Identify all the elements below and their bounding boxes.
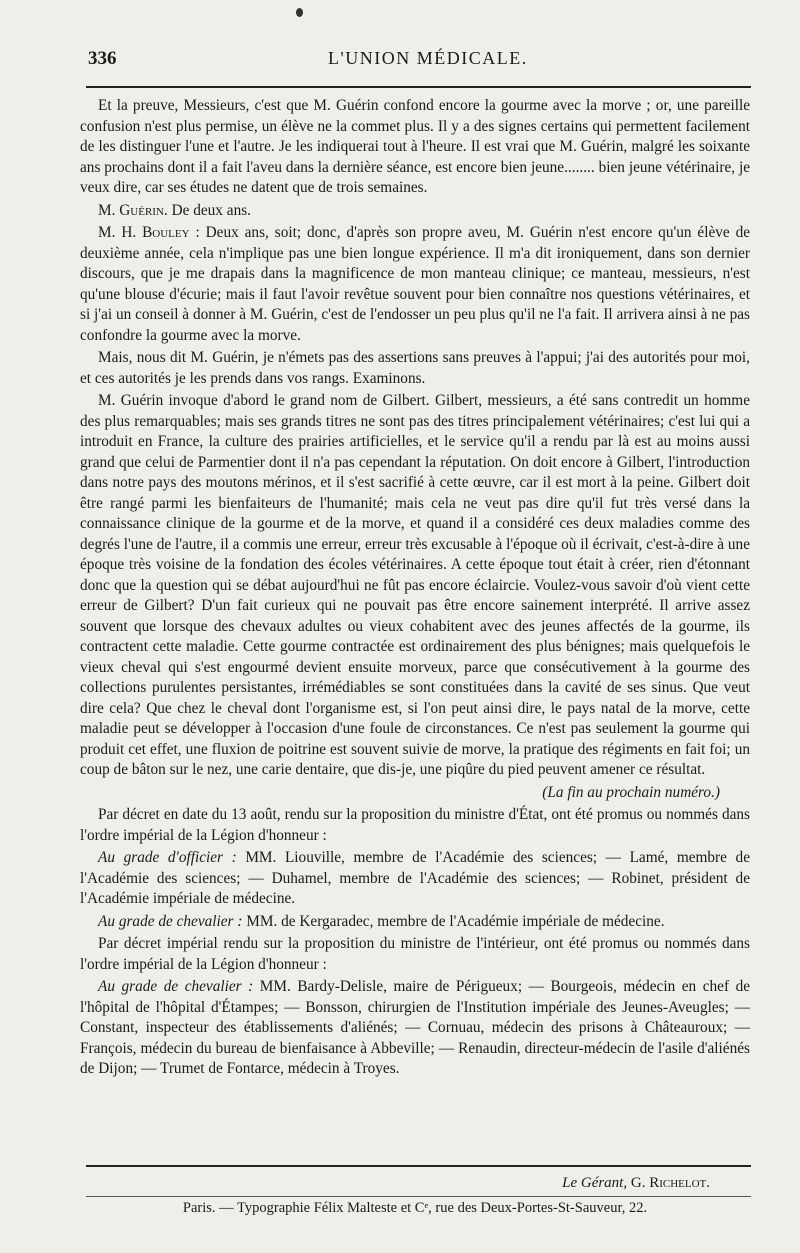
promotion-list: MM. de Kergaradec, membre de l'Académie impériale de médecine. (246, 912, 665, 930)
running-title: L'UNION MÉDICALE. (328, 48, 528, 68)
grade-label: Au grade d'officier : (98, 849, 237, 866)
article-body (80, 96, 750, 1082)
decree-paragraph: Par décret impérial rendu sur la proposition du ministre de l'intérieur, ont été promus ou nommés dans l'ordre impérial de la Légion d'honneur : (80, 935, 750, 973)
header-rule (86, 86, 751, 88)
page-number: 336 (88, 48, 117, 69)
signature (80, 1175, 750, 1192)
continuation-note: (La fin au prochain numéro.) (542, 783, 720, 801)
paragraph-guerin (80, 201, 750, 222)
speaker-name: M. H. Bouley (98, 224, 190, 241)
ink-mark (296, 8, 303, 17)
promotion-chevalier (80, 912, 750, 933)
signature-name: G. Richelot. (630, 1175, 710, 1191)
promotion-list: MM. Bardy-Delisle, maire de Périgueux; — Bourgeois, médecin en chef de l'hôpital de l'hôpital d'Étampes; — Bonsson, chirurgien de l'Institution impériale des Jeunes-Aveugles; — Constant, inspecteur des établissements d'aliénés; — Cornuau, médecin des prisons à Châteauroux; — François, médecin du bureau de bienfaisance à Abbeville; — Renaudin, directeur-médecin de l'asile d'aliénés de Dijon; — Trumet de Fontarce, médecin à Troyes. (80, 978, 751, 1077)
speaker-text: : Deux ans, soit; donc, d'après son propre aveu, M. Guérin n'est encore qu'un élève de deuxième année, cela n'implique pas une bien longue expérience. Il m'a dit ironiquement, dans son dernier discours, que je me drapais dans la magnificence de mon manteau clinique; ce manteau, messieurs, n'est qu'une blouse d'écurie; mais il faut l'avoir revêtue souvent pour bien connaître nos questions vétérinaires, et si j'ai un conseil à donner à M. Guérin, c'est de l'endosser un peu plus qu'il ne l'a fait. Il arrivera ainsi à ne pas confondre la gourme avec la morve. (80, 224, 751, 344)
paragraph: Mais, nous dit M. Guérin, je n'émets pas des assertions sans preuves à l'appui; j'ai des autorités pour moi, et ces autorités je les prends dans vos rangs. Examinons. (80, 349, 750, 387)
promotion-chevalier (80, 977, 750, 1080)
promotion-list: MM. Liouville, membre de l'Académie des sciences; — Lamé, membre de l'Académie des sciences; — Duhamel, membre de l'Académie des sciences; — Robinet, président de l'Académie impériale de médecine. (80, 849, 750, 907)
grade-label: Au grade de chevalier : (98, 912, 243, 930)
paragraph: M. Guérin invoque d'abord le grand nom de Gilbert. Gilbert, messieurs, a été sans contredit un homme des plus remarquables; mais ses grands titres ne sont pas des titres principalement vétérinaires; c'est lui qui a introduit en France, la culture des prairies artificielles, et le service qu'il a rendu par là est au moins aussi grand que celui de Parmentier dont il n'a pas cependant la réputation. On doit encore à Gilbert, l'introduction dans notre pays des moutons mérinos, et il s'est sacrifié à cette œuvre, car il est mort à la peine. Gilbert doit être rangé parmi les bienfaiteurs de l'humanité; mais cela ne veut pas dire qu'il fut très versé dans la connaissance clinique de la gourme et de la morve, et quand il a considéré ces deux maladies comme des degrés l'une de l'autre, il a commis une erreur, erreur très excusable à l'époque où il écrivait, c'est-à-dire à une époque très voisine de la fondation des écoles vétérinaires. A cette époque tout était à créer, rien d'étonnant donc que la question qui se débat aujourd'hui ne fût pas encore éclaircie. Voulez-vous savoir d'où vient cette erreur de Gilbert? D'un fait curieux qui ne pouvait pas être encore sainement interprété. Il arrive assez souvent que lorsque des chevaux adultes ou vieux cohabitent avec des jeunes affectés de la gourme, ils contractent cette maladie. Cette gourme contractée est ordinairement des plus bénignes; mais quelquefois le vieux cheval qui s'est engourmé devient ensuite morveux, parce que consécutivement à la gourme des collections purulentes persistantes, irrémédiables se sont constituées dans la cavité de ses sinus. Que veut dire cela? Que chez le cheval dont l'organisme est, si l'on peut ainsi dire, le pays natal de la morve, cette maladie peut se développer à l'occasion d'une foule de circonstances. Ce n'est pas seulement la gourme qui produit cet effet, une fluxion de poitrine est souvent suivie de morve, la pratique des régiments en fait foi; un coup de bâton sur le nez, une carie dentaire, que dis-je, une piqûre du pied peuvent amener ce résultat. (80, 392, 750, 778)
paragraph: Et la preuve, Messieurs, c'est que M. Guérin confond encore la gourme avec la morve ; or, une pareille confusion n'est plus permise, un élève ne la commet plus. Il y a des signes certains qui permettent facilement de les distinguer l'une et l'autre. Je les indiquerai tout à l'heure. Il est vrai que M. Guérin, malgré les soixante ans prochains dont il a fait l'aveu dans la dernière séance, est encore bien jeune........ bien jeune vétérinaire, je veux dire, car ses études ne datent que de trois semaines. (80, 97, 750, 196)
footer-rule-thin (86, 1196, 751, 1197)
page-header (88, 48, 748, 76)
promotion-officier (80, 848, 750, 910)
speaker-text: De deux ans. (171, 201, 251, 219)
footer-rule (86, 1165, 751, 1167)
grade-label: Au grade de chevalier : (98, 978, 254, 995)
paragraph-bouley (80, 223, 750, 346)
decree-paragraph: Par décret en date du 13 août, rendu sur la proposition du ministre d'État, ont été promus ou nommés dans l'ordre impérial de la Légion d'honneur : (80, 806, 750, 844)
signature-label: Le Gérant, (562, 1175, 628, 1191)
speaker-name: M. Guérin. (98, 201, 168, 219)
printer-imprint: Paris. — Typographie Félix Malteste et Cᵉ, rue des Deux-Portes-St-Sauveur, 22. (182, 1200, 648, 1216)
